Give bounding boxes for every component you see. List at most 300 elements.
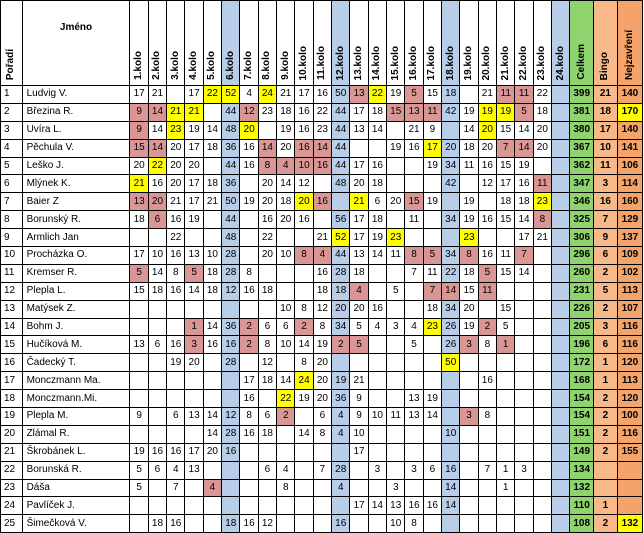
- round-score: [515, 497, 533, 515]
- round-score: 19: [313, 336, 331, 354]
- round-score: [405, 282, 423, 300]
- bingo-count: 1: [594, 354, 618, 372]
- round-score: 20: [258, 247, 276, 265]
- header-round: 14.kolo: [368, 1, 386, 86]
- max-score: 106: [617, 157, 642, 175]
- header-round: 6.kolo: [222, 1, 240, 86]
- round-score: 17: [130, 247, 148, 265]
- total-score: 381: [570, 103, 594, 121]
- round-score: 5: [130, 479, 148, 497]
- round-score: 3: [387, 479, 405, 497]
- player-name: Plepla M.: [22, 408, 130, 426]
- round-score: 18: [148, 282, 166, 300]
- round-score: [533, 479, 551, 497]
- round-score: 42: [442, 175, 460, 193]
- round-score: 7: [405, 264, 423, 282]
- round-score: 36: [222, 175, 240, 193]
- table-row: [1, 121, 643, 139]
- bingo-count: 2: [594, 443, 618, 461]
- round-score: 20: [313, 390, 331, 408]
- round-score: [478, 300, 496, 318]
- round-score: [387, 157, 405, 175]
- position-cell: 19: [1, 408, 23, 426]
- total-score: 168: [570, 372, 594, 390]
- round-score: 19: [423, 390, 441, 408]
- total-score: 347: [570, 175, 594, 193]
- round-score: 5: [130, 264, 148, 282]
- max-score: 113: [617, 372, 642, 390]
- round-score: [203, 300, 221, 318]
- round-score: 28: [222, 354, 240, 372]
- bingo-count: 2: [594, 425, 618, 443]
- round-score: 16: [313, 157, 331, 175]
- position-cell: 11: [1, 264, 23, 282]
- round-score: 2: [240, 318, 258, 336]
- bingo-count: [594, 479, 618, 497]
- round-score: 20: [295, 193, 313, 211]
- round-score: [533, 425, 551, 443]
- round-score: [478, 354, 496, 372]
- round-score: 16: [167, 282, 185, 300]
- round-score: 14: [313, 139, 331, 157]
- round-score: [552, 157, 570, 175]
- round-score: 8: [460, 247, 478, 265]
- round-score: [497, 229, 515, 247]
- round-score: [552, 372, 570, 390]
- round-score: 20: [460, 300, 478, 318]
- bingo-count: 2: [594, 390, 618, 408]
- round-score: 8: [167, 264, 185, 282]
- round-score: 20: [533, 139, 551, 157]
- position-cell: 13: [1, 300, 23, 318]
- round-score: [203, 211, 221, 229]
- round-score: [442, 193, 460, 211]
- round-score: [552, 497, 570, 515]
- bingo-count: 6: [594, 336, 618, 354]
- round-score: 16: [478, 372, 496, 390]
- round-score: [203, 390, 221, 408]
- round-score: 8: [240, 408, 258, 426]
- round-score: 16: [442, 461, 460, 479]
- max-score: 114: [617, 175, 642, 193]
- round-score: 1: [497, 479, 515, 497]
- bingo-count: 6: [594, 247, 618, 265]
- round-score: 20: [442, 139, 460, 157]
- round-score: [387, 121, 405, 139]
- player-name: Pěchula V.: [22, 139, 130, 157]
- round-score: 11: [423, 103, 441, 121]
- round-score: [332, 443, 350, 461]
- round-score: [240, 479, 258, 497]
- round-score: [240, 497, 258, 515]
- table-row: [1, 247, 643, 265]
- round-score: 16: [240, 157, 258, 175]
- round-score: 14: [442, 479, 460, 497]
- table-row: [1, 264, 643, 282]
- bingo-count: 1: [594, 497, 618, 515]
- round-score: [552, 336, 570, 354]
- round-score: 10: [350, 425, 368, 443]
- max-score: [617, 461, 642, 479]
- round-score: [515, 318, 533, 336]
- round-score: 19: [515, 157, 533, 175]
- round-score: 21: [350, 193, 368, 211]
- round-score: [533, 443, 551, 461]
- round-score: [313, 497, 331, 515]
- header-round: 18.kolo: [442, 1, 460, 86]
- round-score: 13: [405, 408, 423, 426]
- round-score: 15: [497, 300, 515, 318]
- round-score: [203, 103, 221, 121]
- round-score: [533, 372, 551, 390]
- round-score: 19: [387, 139, 405, 157]
- round-score: 17: [350, 229, 368, 247]
- round-score: [277, 425, 295, 443]
- round-score: [313, 479, 331, 497]
- position-cell: 7: [1, 193, 23, 211]
- round-score: 14: [148, 121, 166, 139]
- round-score: 9: [130, 103, 148, 121]
- round-score: [497, 408, 515, 426]
- round-score: 15: [497, 264, 515, 282]
- round-score: 14: [203, 318, 221, 336]
- position-cell: 16: [1, 354, 23, 372]
- round-score: 18: [460, 264, 478, 282]
- round-score: 10: [442, 425, 460, 443]
- round-score: [423, 425, 441, 443]
- round-score: [277, 515, 295, 533]
- round-score: 28: [222, 264, 240, 282]
- bingo-count: 7: [594, 211, 618, 229]
- round-score: [533, 157, 551, 175]
- round-score: 18: [203, 175, 221, 193]
- round-score: [258, 443, 276, 461]
- round-score: [460, 461, 478, 479]
- round-score: 4: [167, 461, 185, 479]
- round-score: 20: [478, 121, 496, 139]
- round-score: [350, 461, 368, 479]
- round-score: [552, 139, 570, 157]
- round-score: [350, 139, 368, 157]
- round-score: 8: [313, 318, 331, 336]
- round-score: 14: [515, 121, 533, 139]
- round-score: 4: [277, 157, 295, 175]
- round-score: [515, 390, 533, 408]
- round-score: 21: [313, 229, 331, 247]
- header-round: 17.kolo: [423, 1, 441, 86]
- round-score: 14: [295, 336, 313, 354]
- round-score: 14: [203, 408, 221, 426]
- header-round: 5.kolo: [203, 1, 221, 86]
- round-score: [222, 497, 240, 515]
- table-row: [1, 300, 643, 318]
- round-score: [130, 497, 148, 515]
- round-score: [130, 425, 148, 443]
- bingo-count: 2: [594, 408, 618, 426]
- round-score: [203, 229, 221, 247]
- round-score: [368, 443, 386, 461]
- round-score: 13: [350, 121, 368, 139]
- round-score: 56: [332, 211, 350, 229]
- bingo-count: 1: [594, 372, 618, 390]
- position-cell: 12: [1, 282, 23, 300]
- max-score: 116: [617, 336, 642, 354]
- round-score: 13: [405, 103, 423, 121]
- max-score: 140: [617, 121, 642, 139]
- round-score: 5: [423, 247, 441, 265]
- table-row: [1, 336, 643, 354]
- round-score: [478, 479, 496, 497]
- round-score: 17: [350, 103, 368, 121]
- round-score: 20: [130, 157, 148, 175]
- round-score: [167, 390, 185, 408]
- round-score: [148, 390, 166, 408]
- round-score: [533, 354, 551, 372]
- round-score: [552, 103, 570, 121]
- round-score: 23: [460, 229, 478, 247]
- round-score: 20: [148, 193, 166, 211]
- round-score: [313, 211, 331, 229]
- total-score: 296: [570, 247, 594, 265]
- player-name: Dáša: [22, 479, 130, 497]
- round-score: 5: [405, 336, 423, 354]
- round-score: 7: [167, 479, 185, 497]
- round-score: 44: [222, 103, 240, 121]
- round-score: [460, 515, 478, 533]
- round-score: 48: [222, 229, 240, 247]
- round-score: [185, 372, 203, 390]
- round-score: 20: [277, 211, 295, 229]
- round-score: 8: [240, 264, 258, 282]
- round-score: 24: [295, 372, 313, 390]
- round-score: 9: [130, 121, 148, 139]
- total-score: 362: [570, 157, 594, 175]
- round-score: 48: [332, 175, 350, 193]
- round-score: [533, 282, 551, 300]
- round-score: [478, 390, 496, 408]
- round-score: 20: [258, 175, 276, 193]
- round-score: 4: [350, 282, 368, 300]
- bingo-count: 18: [594, 103, 618, 121]
- position-cell: 9: [1, 229, 23, 247]
- round-score: 12: [222, 408, 240, 426]
- round-score: [258, 479, 276, 497]
- round-score: 36: [332, 390, 350, 408]
- round-score: [167, 372, 185, 390]
- table-row: [1, 86, 643, 104]
- round-score: 7: [515, 247, 533, 265]
- round-score: [423, 229, 441, 247]
- round-score: 8: [295, 300, 313, 318]
- max-score: 137: [617, 229, 642, 247]
- round-score: 2: [240, 336, 258, 354]
- round-score: [497, 443, 515, 461]
- round-score: 18: [203, 264, 221, 282]
- table-row: [1, 390, 643, 408]
- round-score: [405, 372, 423, 390]
- round-score: 16: [240, 282, 258, 300]
- round-score: 10: [295, 157, 313, 175]
- header-bingo: Bingo: [594, 1, 618, 86]
- position-cell: 1: [1, 86, 23, 104]
- round-score: 16: [240, 425, 258, 443]
- round-score: 10: [277, 336, 295, 354]
- round-score: 20: [240, 121, 258, 139]
- header-round: 4.kolo: [185, 1, 203, 86]
- round-score: [533, 336, 551, 354]
- round-score: 52: [332, 229, 350, 247]
- round-score: 16: [167, 247, 185, 265]
- round-score: [405, 425, 423, 443]
- round-score: 16: [332, 515, 350, 533]
- round-score: 12: [313, 300, 331, 318]
- round-score: [423, 515, 441, 533]
- round-score: 16: [478, 247, 496, 265]
- round-score: 23: [423, 318, 441, 336]
- table-row: [1, 372, 643, 390]
- round-score: 4: [368, 318, 386, 336]
- position-cell: 25: [1, 515, 23, 533]
- round-score: 19: [497, 103, 515, 121]
- round-score: 4: [240, 86, 258, 104]
- round-score: 6: [258, 408, 276, 426]
- max-score: 120: [617, 354, 642, 372]
- round-score: [442, 372, 460, 390]
- round-score: 19: [423, 193, 441, 211]
- round-score: [295, 479, 313, 497]
- position-cell: 10: [1, 247, 23, 265]
- bingo-count: 3: [594, 318, 618, 336]
- round-score: 16: [405, 139, 423, 157]
- round-score: 5: [478, 264, 496, 282]
- round-score: [185, 390, 203, 408]
- round-score: [552, 282, 570, 300]
- round-score: [423, 354, 441, 372]
- round-score: [423, 372, 441, 390]
- round-score: 3: [387, 318, 405, 336]
- round-score: [167, 497, 185, 515]
- round-score: [203, 157, 221, 175]
- round-score: 11: [405, 211, 423, 229]
- max-score: 100: [617, 408, 642, 426]
- round-score: [222, 461, 240, 479]
- player-name: Škrobánek L.: [22, 443, 130, 461]
- round-score: 15: [460, 282, 478, 300]
- round-score: 14: [368, 121, 386, 139]
- round-score: [387, 354, 405, 372]
- round-score: 16: [167, 515, 185, 533]
- round-score: 7: [423, 282, 441, 300]
- round-score: 19: [387, 86, 405, 104]
- round-score: [258, 390, 276, 408]
- round-score: 44: [332, 103, 350, 121]
- round-score: 20: [332, 300, 350, 318]
- bingo-count: 16: [594, 193, 618, 211]
- round-score: 17: [185, 193, 203, 211]
- round-score: [442, 443, 460, 461]
- round-score: 14: [277, 372, 295, 390]
- round-score: 21: [167, 193, 185, 211]
- round-score: 16: [167, 336, 185, 354]
- player-name: Bohm J.: [22, 318, 130, 336]
- round-score: [295, 229, 313, 247]
- max-score: 102: [617, 264, 642, 282]
- round-score: [387, 372, 405, 390]
- max-score: 140: [617, 86, 642, 104]
- round-score: 22: [368, 86, 386, 104]
- round-score: 11: [497, 86, 515, 104]
- round-score: [203, 515, 221, 533]
- bingo-count: 5: [594, 282, 618, 300]
- round-score: [148, 408, 166, 426]
- round-score: 18: [423, 300, 441, 318]
- round-score: [405, 479, 423, 497]
- round-score: [497, 497, 515, 515]
- round-score: 14: [442, 497, 460, 515]
- round-score: 10: [277, 300, 295, 318]
- round-score: 9: [350, 390, 368, 408]
- round-score: [423, 211, 441, 229]
- round-score: [552, 193, 570, 211]
- round-score: [368, 354, 386, 372]
- round-score: [332, 497, 350, 515]
- round-score: 15: [497, 211, 515, 229]
- round-score: [533, 461, 551, 479]
- round-score: 23: [313, 121, 331, 139]
- round-score: 16: [295, 103, 313, 121]
- round-score: 2: [478, 318, 496, 336]
- header-round: 16.kolo: [405, 1, 423, 86]
- round-score: 16: [222, 443, 240, 461]
- round-score: 21: [533, 229, 551, 247]
- round-score: [148, 354, 166, 372]
- round-score: 21: [478, 86, 496, 104]
- player-name: Hučíková M.: [22, 336, 130, 354]
- round-score: [277, 443, 295, 461]
- position-cell: 20: [1, 425, 23, 443]
- bingo-count: 10: [594, 139, 618, 157]
- round-score: 19: [332, 372, 350, 390]
- position-cell: 2: [1, 103, 23, 121]
- table-row: [1, 103, 643, 121]
- max-score: 107: [617, 300, 642, 318]
- player-name: Březina R.: [22, 103, 130, 121]
- header-position: Pořadí: [1, 1, 23, 86]
- round-score: 19: [460, 318, 478, 336]
- round-score: 21: [277, 86, 295, 104]
- round-score: 13: [130, 193, 148, 211]
- bingo-count: 17: [594, 121, 618, 139]
- position-cell: 21: [1, 443, 23, 461]
- round-score: 22: [277, 390, 295, 408]
- round-score: [478, 443, 496, 461]
- player-name: Mlýnek K.: [22, 175, 130, 193]
- round-score: [442, 408, 460, 426]
- round-score: 18: [350, 264, 368, 282]
- round-score: 18: [203, 282, 221, 300]
- round-score: 44: [222, 157, 240, 175]
- round-score: 15: [130, 139, 148, 157]
- round-score: 19: [460, 193, 478, 211]
- round-score: [148, 300, 166, 318]
- header-round: 13.kolo: [350, 1, 368, 86]
- round-score: 15: [387, 103, 405, 121]
- round-score: 44: [332, 247, 350, 265]
- round-score: 20: [387, 193, 405, 211]
- header-round: 3.kolo: [167, 1, 185, 86]
- round-score: 20: [203, 443, 221, 461]
- round-score: 16: [423, 497, 441, 515]
